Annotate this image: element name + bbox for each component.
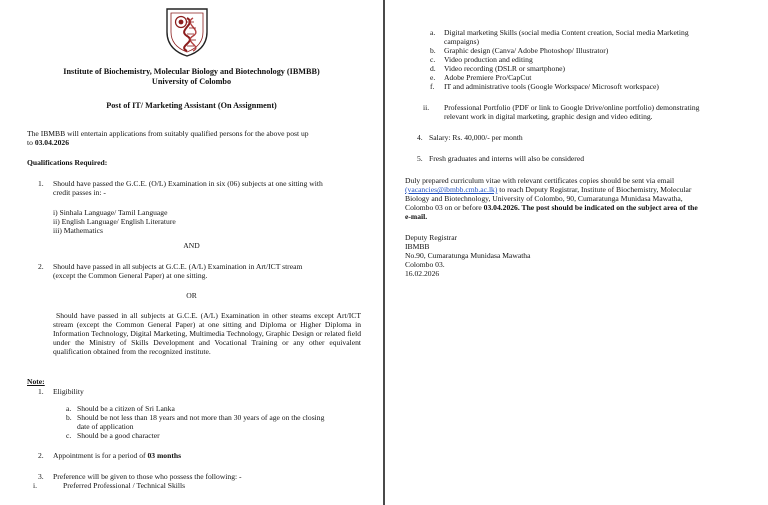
note1-number: 1. <box>38 387 44 396</box>
q1-subject: i) Sinhala Language/ Tamil Language <box>53 208 168 217</box>
skill-letter: f. <box>430 82 435 91</box>
apply-line-4: Colombo 03 on or before 03.04.2026. The post should be indicated on the subject area of the <box>405 203 698 212</box>
note-eligibility: Eligibility <box>53 387 84 396</box>
skill-item: Adobe Premiere Pro/CapCut <box>444 73 532 82</box>
skill-item: IT and administrative tools (Google Workspace/ Microsoft workspace) <box>444 82 659 91</box>
qualifications-heading: Qualifications Required: <box>27 158 108 167</box>
ibmbb-crest-logo <box>163 6 211 58</box>
apply-line-1: Duly prepared curriculum vitae with relevant certificates copies should be sent via email <box>405 176 675 185</box>
vacancies-email-link[interactable]: (vacancies@ibmbb.cmb.ac.lk) <box>405 185 498 194</box>
signatory-line: Colombo 03. <box>405 260 445 269</box>
left-page <box>0 0 383 505</box>
eligibility-age-line-1: Should be not less than 18 years and not more than 30 years of age on the closing <box>77 413 325 422</box>
fresh-graduates-note: Fresh graduates and interns will also be considered <box>429 154 584 163</box>
note5-number: 5. <box>417 154 423 163</box>
skill-item: Graphic design (Canva/ Adobe Photoshop/ Illustrator) <box>444 46 609 55</box>
note-preference: Preference will be given to those who possess the following: - <box>53 472 242 481</box>
signatory-date: 16.02.2026 <box>405 269 440 278</box>
portfolio-line-1: Professional Portfolio (PDF or link to Google Drive/online portfolio) demonstrating <box>444 103 700 112</box>
q1-line-2: credit passes in: - <box>53 188 106 197</box>
signatory-line: No.90, Cumaratunga Munidasa Mawatha <box>405 251 531 260</box>
q2-line-1: Should have passed in all subjects at G.C.E. (A/L) Examination in Art/ICT stream <box>53 262 303 271</box>
q1-subject: ii) English Language/ English Literature <box>53 217 176 226</box>
eligibility-citizen: Should be a citizen of Sri Lanka <box>77 404 175 413</box>
or-separator: OR <box>186 291 197 300</box>
skill-letter: c. <box>430 55 436 64</box>
university-name: University of Colombo <box>151 77 232 86</box>
portfolio-line-2: relevant work in digital marketing, graphic design and video editing. <box>444 112 653 121</box>
skill-letter: b. <box>430 46 436 55</box>
skill-letter: a. <box>430 28 436 37</box>
q1-number: 1. <box>38 179 44 188</box>
apply-line-3: Biology and Biotechnology, University of Colombo, 90, Cumaratunga Munidasa Mawatha, <box>405 194 683 203</box>
signatory-line: IBMBB <box>405 242 430 251</box>
preferred-skills-heading: Preferred Professional / Technical Skills <box>63 481 186 490</box>
apply-line-5: e-mail. <box>405 212 428 221</box>
elig-c-letter: c. <box>66 431 72 440</box>
note3-number: 3. <box>38 472 44 481</box>
eligibility-age-line-2: date of application <box>77 422 134 431</box>
note-heading: Note: <box>27 377 45 386</box>
elig-a-letter: a. <box>66 404 72 413</box>
skill-letter: d. <box>430 64 436 73</box>
and-separator: AND <box>183 241 200 250</box>
post-title: Post of IT/ Marketing Assistant (On Assignment) <box>106 101 277 110</box>
apply-line-2: (vacancies@ibmbb.cmb.ac.lk) to reach Deputy Registrar, Institute of Biochemistry, Molecular <box>405 185 692 194</box>
note4-number: 4. <box>417 133 423 142</box>
skill-item: Video production and editing <box>444 55 533 64</box>
eligibility-character: Should be a good character <box>77 431 160 440</box>
elig-b-letter: b. <box>66 413 72 422</box>
note2-number: 2. <box>38 451 44 460</box>
closing-date: 03.04.2026 <box>34 138 69 147</box>
skill-item-cont: campaigns) <box>444 37 480 46</box>
skill-item: Video recording (DSLR or smartphone) <box>444 64 566 73</box>
q1-line-1: Should have passed the G.C.E. (O/L) Examination in six (06) subjects at one sitting with <box>53 179 323 188</box>
skill-item: Digital marketing Skills (social media Content creation, Social media Marketing <box>444 28 689 37</box>
q1-subject: iii) Mathematics <box>53 226 103 235</box>
skill-letter: e. <box>430 73 436 82</box>
pref-ii-number: ii. <box>423 103 430 112</box>
note-appointment-period: Appointment is for a period of 03 months <box>53 451 182 460</box>
q2-number: 2. <box>38 262 44 271</box>
right-page <box>386 0 768 505</box>
signatory-line: Deputy Registrar <box>405 233 458 242</box>
salary: Salary: Rs. 40,000/- per month <box>429 133 523 142</box>
intro-line-2: to 03.04.2026 <box>27 138 69 147</box>
intro-line-1: The IBMBB will entertain applications from suitably qualified persons for the above post up <box>27 129 309 138</box>
alternative-qualification: Should have passed in all subjects at G.C.E. (A/L) Examination in other steams except Art/ICT stream (except the Common General Paper) at one sitting and Diploma or Higher Diploma in Information Technology, Digital Marketing, Multimedia Technology, Graphic Design or related field under the Ministry of Skills Development and Vocational Training or any other equivalent qualification obtained from the recognized institute. <box>53 311 361 356</box>
institute-name: Institute of Biochemistry, Molecular Biology and Biotechnology (IBMBB) <box>63 67 320 76</box>
pref-i-number: i. <box>33 481 38 490</box>
page-divider <box>383 0 385 505</box>
q2-line-2: (except the Common General Paper) at one sitting. <box>53 271 208 280</box>
